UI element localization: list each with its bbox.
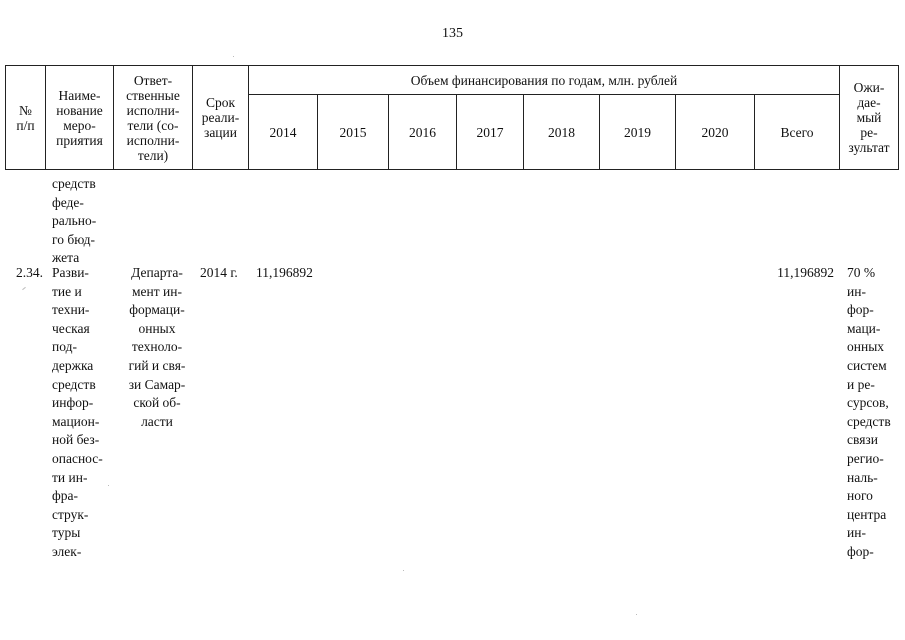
header-year-2014: 2014 (249, 95, 318, 170)
header-num: № п/п (5, 65, 46, 170)
scan-speck (233, 56, 234, 57)
row-amount-total: 11,196892 (777, 265, 834, 280)
page-number: 135 (442, 26, 463, 41)
header-name: Наиме- нование меро- приятия (46, 65, 114, 170)
row-term: 2014 г. (200, 265, 238, 280)
header-year-2017: 2017 (457, 95, 524, 170)
header-year-2020: 2020 (676, 95, 755, 170)
header-result: Ожи- дае- мый ре- зультат (840, 65, 899, 170)
row-expected-result: 70 % ин- фор- маци- онных систем и ре- сурсов, средств связи регио- наль- ного центра ин- фор- (847, 265, 891, 559)
header-total: Всего (755, 95, 840, 170)
row-amount-2014: 11,196892 (256, 265, 313, 280)
header-responsible: Ответ- ственные исполни- тели (со- исполни- тели) (114, 65, 193, 170)
header-term: Срок реали- зации (193, 65, 249, 170)
row-number: 2.34. (16, 265, 43, 280)
scan-speck (403, 570, 404, 571)
scan-speck (636, 614, 637, 615)
header-financing-group: Объем финансирования по годам, млн. рублей (249, 65, 840, 95)
header-year-2019: 2019 (600, 95, 676, 170)
scan-speck (22, 287, 26, 290)
row-responsible: Департа- мент ин- формаци- онных техноло- гий и свя- зи Самар- ской об- ласти (128, 265, 186, 429)
header-year-2018: 2018 (524, 95, 600, 170)
row-activity-name: Разви- тие и техни- ческая под- держка средств инфор- мацион- ной без- опаснос- ти ин- фра- струк- туры элек- (52, 265, 103, 559)
scan-speck (108, 485, 109, 486)
continuation-text: средств феде- рально- го бюд- жета (52, 176, 97, 266)
header-year-2015: 2015 (318, 95, 389, 170)
header-year-2016: 2016 (389, 95, 457, 170)
